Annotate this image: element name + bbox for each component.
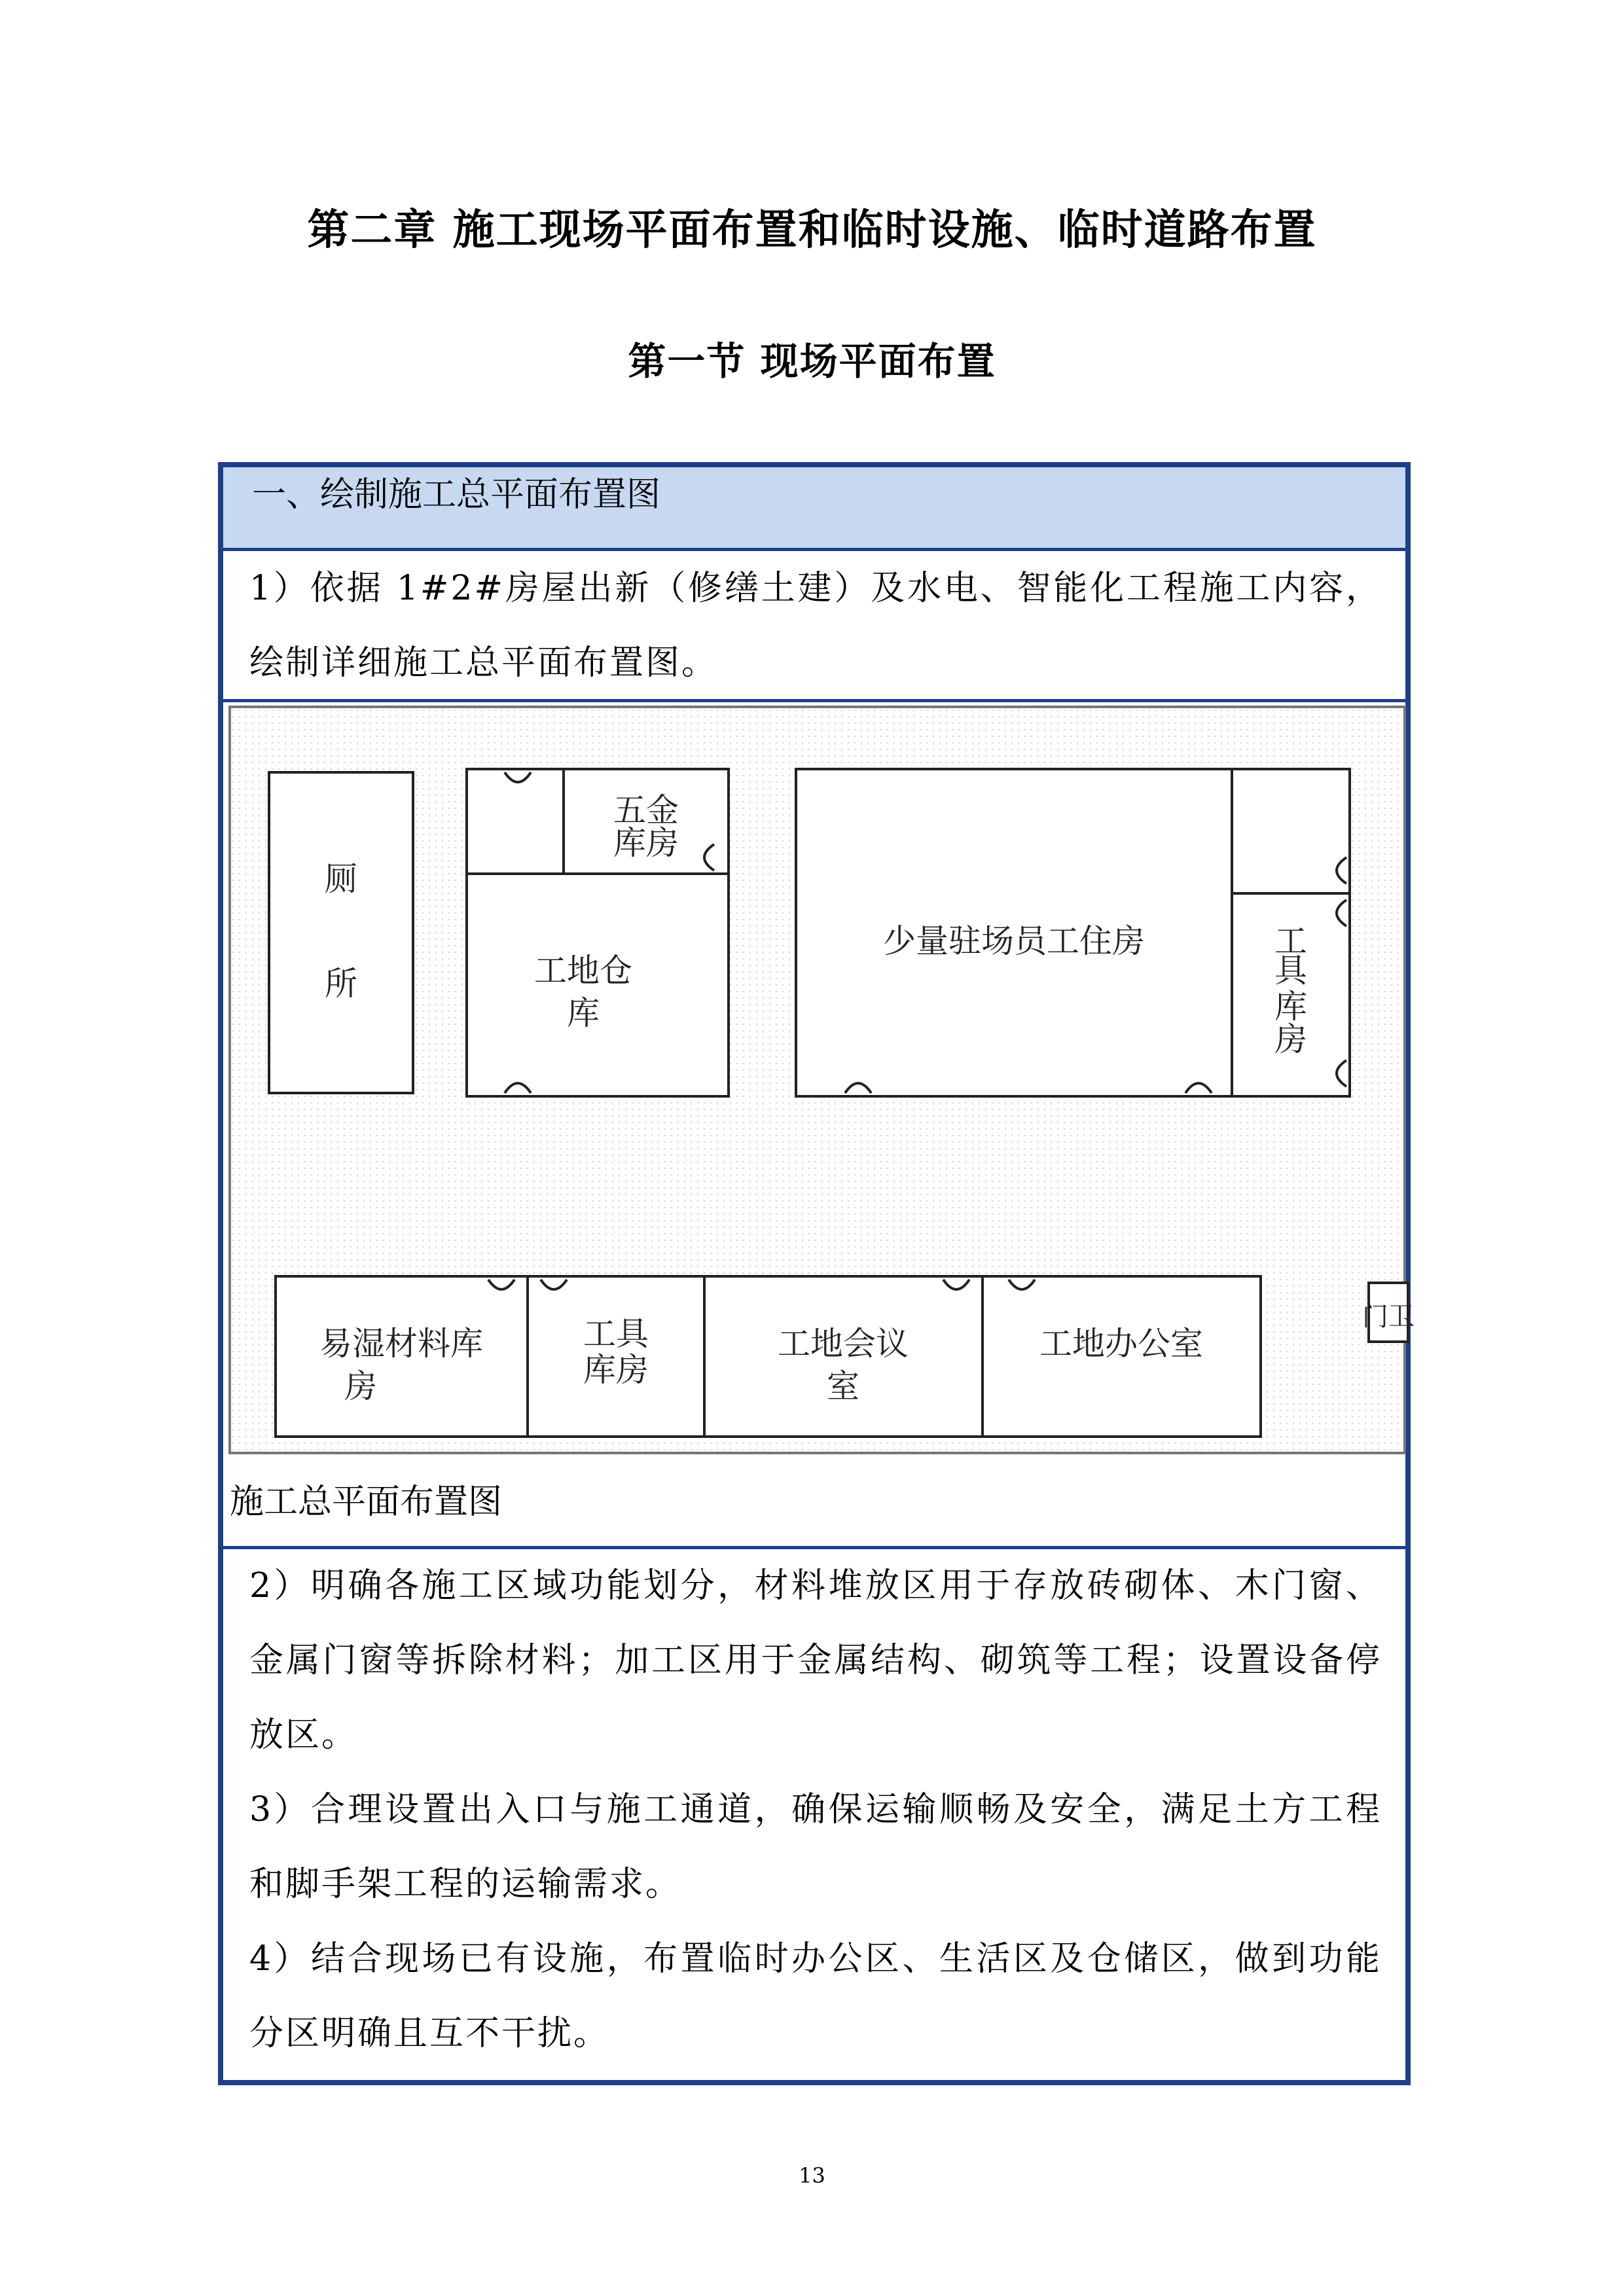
meeting-label-1: 工地会议 [778, 1325, 909, 1363]
figure-caption: 施工总平面布置图 [230, 1482, 503, 1522]
chapter-title: 第二章 施工现场平面布置和临时设施、临时道路布置 [307, 206, 1317, 255]
site-plan-diagram [230, 707, 1415, 1453]
tool-right-label-3: 库 [1274, 988, 1307, 1026]
tool-right-label-2: 具 [1274, 952, 1307, 990]
toilet-label-1: 厕 [325, 860, 357, 898]
paragraph-list [249, 1549, 1382, 2071]
toilet-room [269, 772, 413, 1093]
gate-label: 门卫 [1362, 1302, 1415, 1332]
paragraph-3: 3）合理设置出入口与施工通道，确保运输顺畅及安全，满足土方工程和脚手架工程的运输需求。 [249, 1790, 1382, 1904]
hardware-label-2: 库房 [613, 824, 679, 862]
office-label: 工地办公室 [1039, 1325, 1203, 1363]
meeting-label-2: 室 [827, 1367, 859, 1405]
content-box [218, 462, 1415, 2085]
tool-bottom-label-1: 工具 [583, 1315, 649, 1353]
paragraph-2: 2）明确各施工区域功能划分，材料堆放区用于存放砖砌体、木门窗、金属门窗等拆除材料；加工区用于金属结构、砌筑等工程；设置设备停放区。 [249, 1566, 1382, 1755]
tool-right-label-1: 工 [1274, 922, 1307, 960]
moist-label-1: 易湿材料库 [319, 1325, 483, 1363]
hardware-label-1: 五金 [613, 791, 679, 829]
section-title: 第一节 现场平面布置 [628, 339, 996, 384]
toilet-label-2: 所 [325, 965, 357, 1003]
dorm-label: 少量驻场员工住房 [883, 922, 1145, 960]
page-number: 13 [799, 2163, 825, 2188]
warehouse-label-1: 工地仓 [534, 952, 632, 990]
paragraph-4: 4）结合现场已有设施，布置临时办公区、生活区及仓储区，做到功能分区明确且互不干扰。 [249, 1939, 1382, 2053]
warehouse-label-2: 库 [567, 994, 600, 1032]
box-header: 一、绘制施工总平面布置图 [223, 467, 1405, 551]
divider [223, 699, 1405, 702]
moist-label-2: 房 [344, 1367, 377, 1405]
tool-bottom-label-2: 库房 [583, 1351, 649, 1389]
tool-right-label-4: 房 [1274, 1020, 1307, 1058]
paragraph-1: 1）依据 1#2#房屋出新（修缮土建）及水电、智能化工程施工内容，绘制详细施工总平面布置图。 [249, 569, 1382, 683]
